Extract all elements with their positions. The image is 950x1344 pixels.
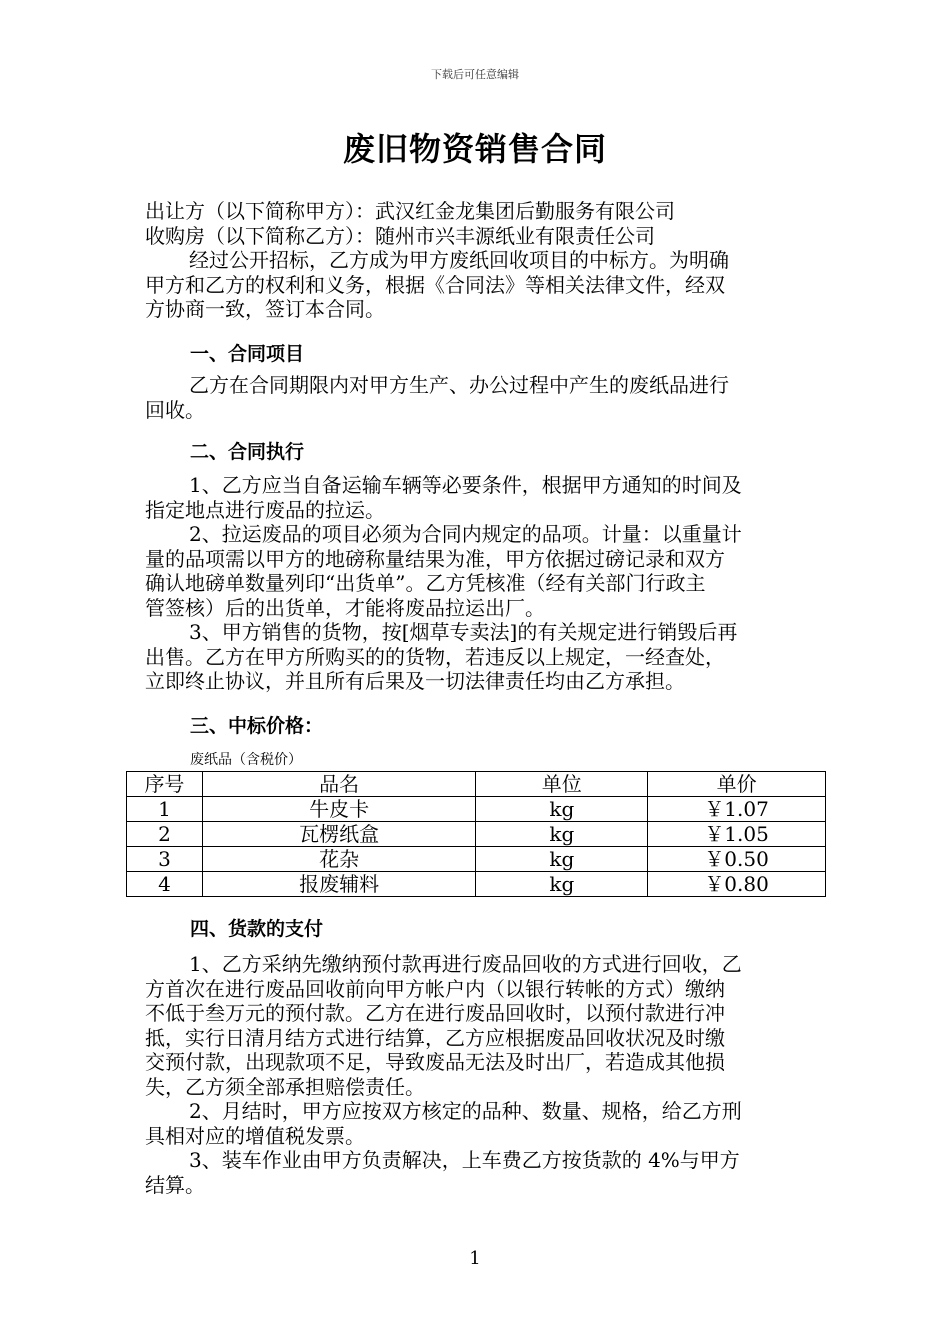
paragraph-line: 结算。 — [145, 1172, 205, 1197]
table-cell: 花杂 — [202, 847, 476, 872]
section-heading: 四、货款的支付 — [190, 918, 324, 940]
table-cell: ￥1.07 — [648, 797, 826, 822]
table-cell: 报废辅料 — [202, 872, 476, 897]
paragraph-line: 3、甲方销售的货物，按[烟草专卖法]的有关规定进行销毁后再 — [189, 620, 738, 644]
table-cell: kg — [476, 797, 648, 822]
table-caption: 废纸品（含税价） — [190, 752, 302, 768]
table-cell: 3 — [127, 847, 203, 872]
table-cell: kg — [476, 822, 648, 847]
table-header-row — [127, 772, 826, 797]
paragraph-line: 3、装车作业由甲方负责解决，上车费乙方按货款的 4%与甲方 — [189, 1148, 740, 1172]
paragraph-line: 失，乙方须全部承担赔偿责任。 — [145, 1074, 425, 1099]
table-row — [127, 872, 826, 897]
page-number: 1 — [469, 1248, 481, 1269]
section2-body — [145, 473, 807, 694]
paragraph-line: 回收。 — [145, 397, 205, 422]
table-cell: ￥0.50 — [648, 847, 826, 872]
table-row — [127, 797, 826, 822]
paragraph-line: 1、乙方采纳先缴纳预付款再进行废品回收的方式进行回收，乙 — [189, 952, 742, 976]
column-header: 序号 — [127, 772, 203, 797]
section1-paragraph — [145, 373, 807, 422]
paragraph-line: 出售。乙方在甲方所购买的的货物，若违反以上规定，一经查处， — [145, 644, 725, 669]
table-row — [127, 822, 826, 847]
table-cell: kg — [476, 847, 648, 872]
intro-line: 甲方和乙方的权利和义务，根据《合同法》等相关法律文件，经双 — [145, 272, 725, 297]
parties-block — [145, 199, 807, 322]
paragraph-line: 2、拉运废品的项目必须为合同内规定的品项。计量：以重量计 — [189, 522, 742, 546]
paragraph-line: 不低于叁万元的预付款。乙方在进行废品回收时，以预付款进行冲 — [145, 1001, 725, 1025]
buyer-line: 收购房（以下简称乙方）：随州市兴丰源纸业有限责任公司 — [145, 223, 655, 248]
section-heading: 一、合同项目 — [190, 343, 305, 365]
paragraph-line: 抵，实行日清月结方式进行结算，乙方应根据废品回收状况及时缴 — [145, 1025, 725, 1050]
paragraph-line: 2、月结时，甲方应按双方核定的品种、数量、规格，给乙方刑 — [189, 1099, 742, 1123]
table-cell: 瓦楞纸盒 — [202, 822, 476, 847]
section-heading: 三、中标价格： — [190, 715, 324, 737]
paragraph-line: 指定地点进行废品的拉运。 — [145, 497, 385, 522]
table-cell: 1 — [127, 797, 203, 822]
page-title: 废旧物资销售合同 — [342, 130, 607, 168]
section-heading: 二、合同执行 — [190, 441, 305, 463]
table-cell: ￥0.80 — [648, 872, 826, 897]
paragraph-line: 立即终止协议，并且所有后果及一切法律责任均由乙方承担。 — [145, 669, 685, 693]
intro-line: 方协商一致，签订本合同。 — [145, 297, 385, 321]
paragraph-line: 交预付款，出现款项不足，导致废品无法及时出厂，若造成其他损 — [145, 1050, 725, 1074]
column-header: 品名 — [202, 772, 476, 797]
table-cell: 2 — [127, 822, 203, 847]
paragraph-line: 量的品项需以甲方的地磅称量结果为准，甲方依据过磅记录和双方 — [145, 546, 725, 571]
table-cell: 4 — [127, 872, 203, 897]
table-cell: ￥1.05 — [648, 822, 826, 847]
section4-body — [145, 952, 807, 1197]
header-watermark: 下载后可任意编辑 — [431, 68, 519, 81]
table-cell: kg — [476, 872, 648, 897]
paragraph-line: 方首次在进行废品回收前向甲方帐户内（以银行转帐的方式）缴纳 — [145, 976, 725, 1001]
column-header: 单价 — [648, 772, 826, 797]
intro-line: 经过公开招标，乙方成为甲方废纸回收项目的中标方。为明确 — [189, 248, 729, 272]
paragraph-line: 管签核）后的出货单，才能将废品拉运出厂。 — [145, 595, 545, 620]
paragraph-line: 乙方在合同期限内对甲方生产、办公过程中产生的废纸品进行 — [189, 373, 729, 397]
paragraph-line: 具相对应的增值税发票。 — [145, 1123, 365, 1148]
table-cell: 牛皮卡 — [202, 797, 476, 822]
paragraph-line: 1、乙方应当自备运输车辆等必要条件，根据甲方通知的时间及 — [189, 473, 742, 497]
table-row — [127, 847, 826, 872]
paragraph-line: 确认地磅单数量列印“出货单”。乙方凭核准（经有关部门行政主 — [145, 571, 706, 595]
price-table — [126, 771, 826, 897]
seller-line: 出让方（以下简称甲方）：武汉红金龙集团后勤服务有限公司 — [145, 199, 675, 223]
column-header: 单位 — [476, 772, 648, 797]
